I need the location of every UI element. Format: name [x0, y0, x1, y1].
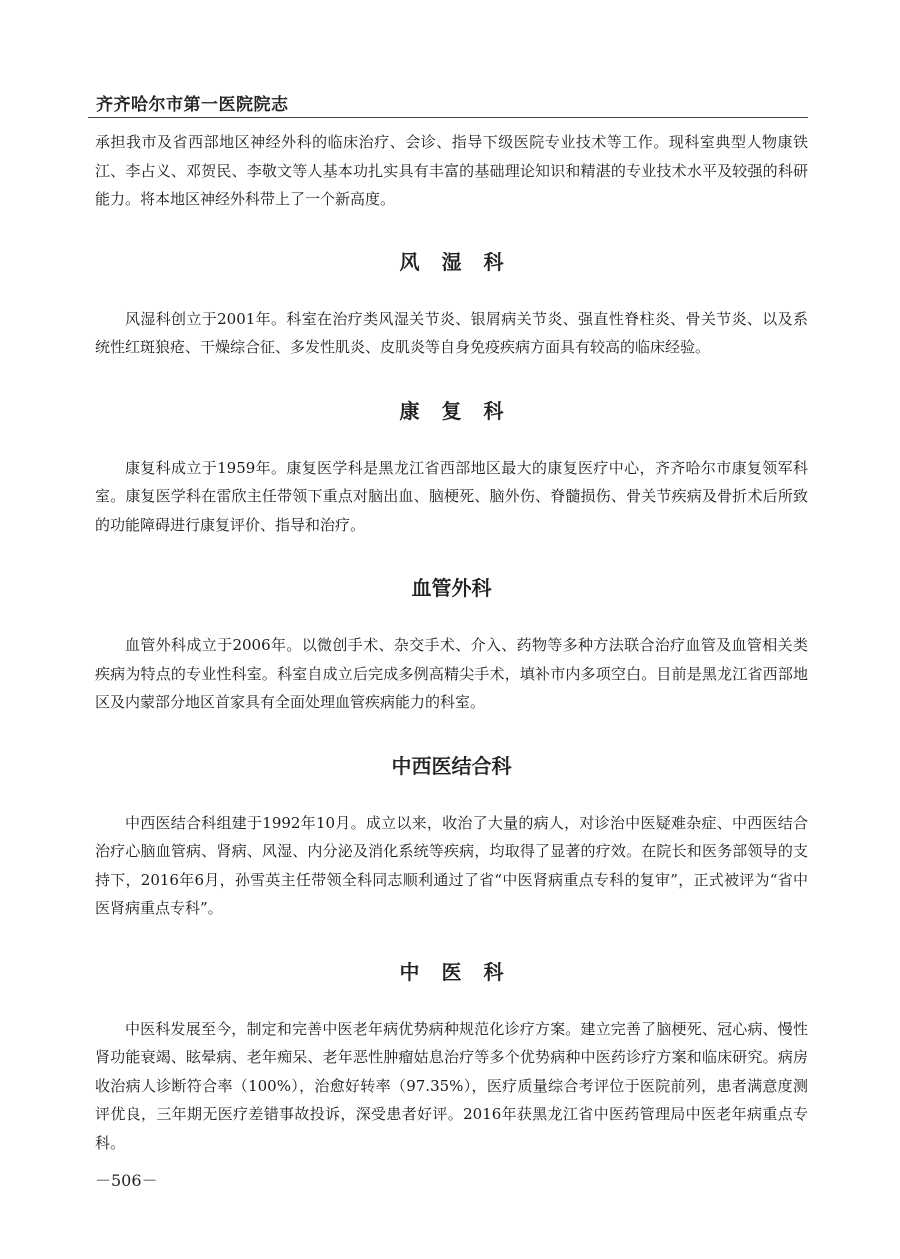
section-body-vascular-surgery: 血管外科成立于2006年。以微创手术、杂交手术、介入、药物等多种方法联合治疗血管及血管相关类疾病为特点的专业性科室。科室自成立后完成多例高精尖手术，填补市内多项空白。目前是黑龙江省西部地区及内蒙部分地区首家具有全面处理血管疾病能力的科室。	[95, 636, 808, 711]
running-header	[88, 84, 808, 118]
intro-paragraph: 承担我市及省西部地区神经外科的临床治疗、会诊、指导下级医院专业技术等工作。现科室典型人物康铁江、李占义、邓贺民、李敬文等人基本功扎实具有丰富的基础理论知识和精湛的专业技术水平及较强的科研能力。将本地区神经外科带上了一个新高度。	[95, 133, 808, 208]
section-body-chinese-medicine: 中医科发展至今，制定和完善中医老年病优势病种规范化诊疗方案。建立完善了脑梗死、冠心病、慢性肾功能衰竭、眩晕病、老年痴呆、老年恶性肿瘤姑息治疗等多个优势病种中医药诊疗方案和临床研究。病房收治病人诊断符合率（100%），治愈好转率（97.35%），医疗质量综合考评位于医院前列，患者满意度测评优良，三年期无医疗差错事故投诉，深受患者好评。2016年获黑龙江省中医药管理局中医老年病重点专科。	[95, 1019, 808, 1152]
section-body-rehabilitation: 康复科成立于1959年。康复医学科是黑龙江省西部地区最大的康复医疗中心，齐齐哈尔市康复领军科室。康复医学科在雷欣主任带领下重点对脑出血、脑梗死、脑外伤、脊髓损伤、骨关节疾病及骨折术后所致的功能障碍进行康复评价、指导和治疗。	[95, 458, 808, 534]
section-title-vascular-surgery: 血管外科	[411, 576, 492, 600]
section-title-rehabilitation: 康复科	[399, 398, 526, 423]
section-body-integrated-medicine: 中西医结合科组建于1992年10月。成立以来，收治了大量的病人，对诊治中医疑难杂症、中西医结合治疗心脑血管病、肾病、风湿、内分泌及消化系统等疾病，均取得了显著的疗效。在院长和医务部领导的支持下，2016年6月，孙雪英主任带领全科同志顺利通过了省“中医肾病重点专科的复审”，正式被评为“省中医肾病重点专科”。	[95, 813, 808, 917]
book-title: 齐齐哈尔市第一医院院志	[96, 95, 289, 115]
section-title-chinese-medicine: 中医科	[399, 959, 526, 984]
header-divider	[88, 117, 808, 118]
section-title-rheumatology: 风湿科	[399, 249, 526, 274]
page-body	[95, 128, 808, 1157]
section-body-rheumatology: 风湿科创立于2001年。科室在治疗类风湿关节炎、银屑病关节炎、强直性脊柱炎、骨关节炎、以及系统性红斑狼疮、干燥综合征、多发性肌炎、皮肌炎等自身免疫疾病方面具有较高的临床经验。	[95, 309, 808, 356]
page-number: －506－	[95, 1171, 158, 1190]
section-title-integrated-medicine: 中西医结合科	[391, 753, 512, 778]
